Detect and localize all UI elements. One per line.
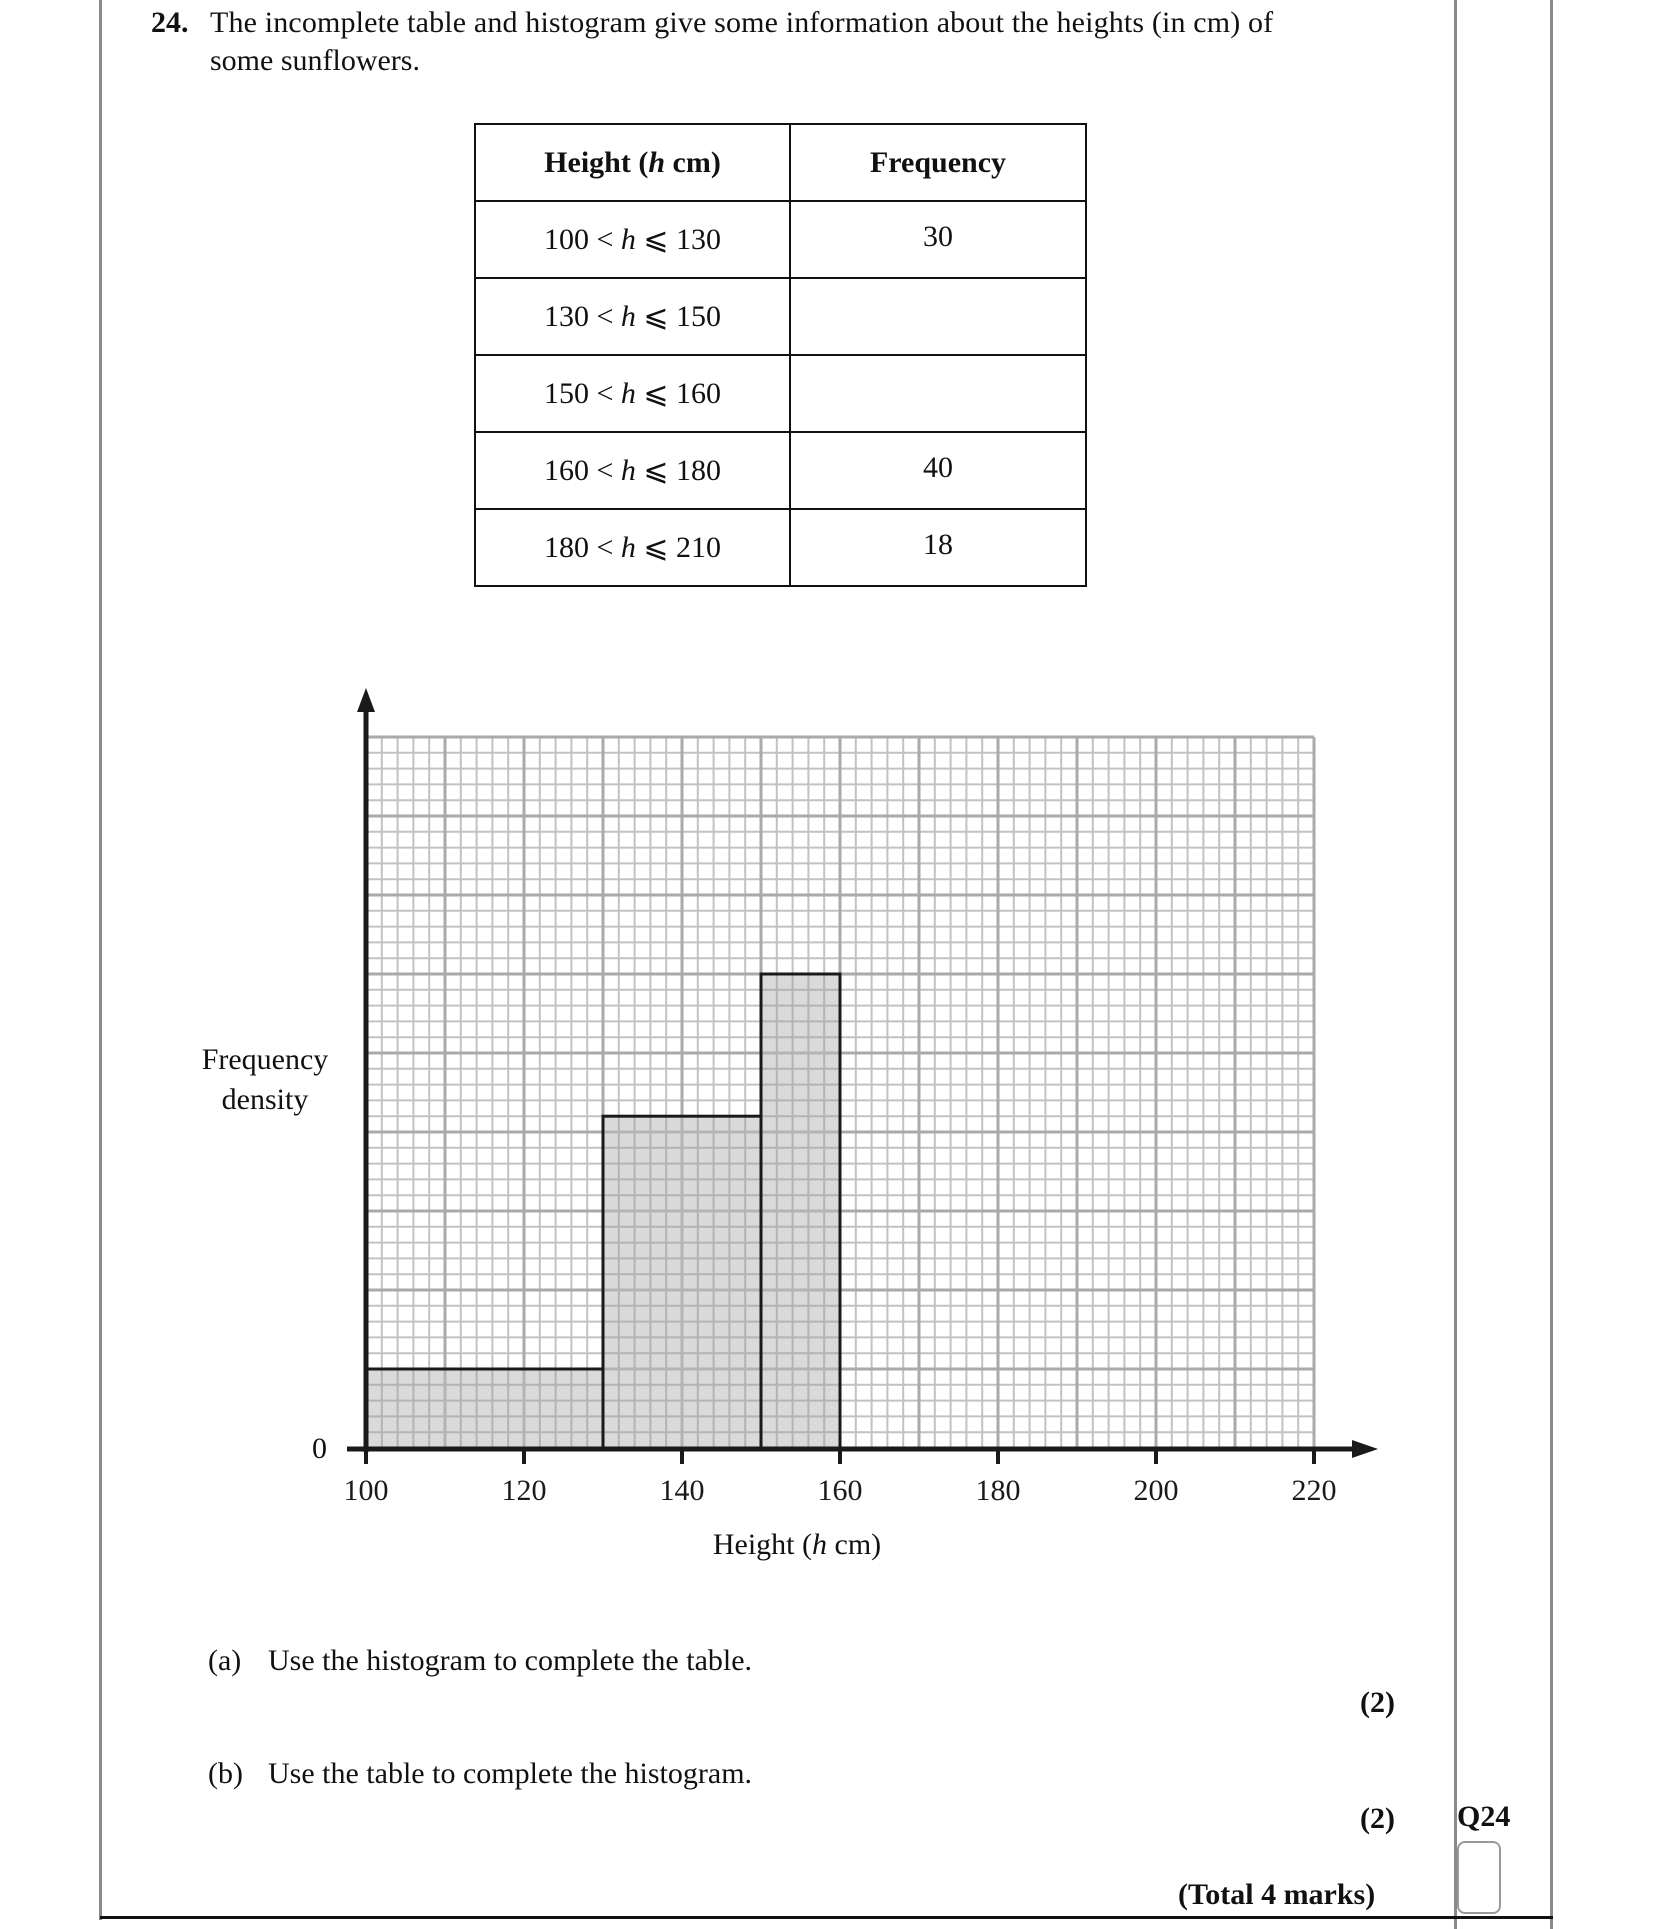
part-a-text: Use the histogram to complete the table. xyxy=(268,1644,753,1677)
question-text-line2: some sunflowers. xyxy=(210,44,420,77)
y-axis-label-line2: density xyxy=(221,1083,309,1116)
x-tick-label: 220 xyxy=(1291,1474,1337,1507)
height-interval: 160 < h ⩽ 180 xyxy=(475,432,790,509)
height-interval: 100 < h ⩽ 130 xyxy=(475,201,790,278)
y-axis-arrow-icon xyxy=(357,688,375,712)
total-marks: (Total 4 marks) xyxy=(1178,1878,1376,1911)
frequency-cell[interactable]: 40 xyxy=(790,432,1086,509)
part-b xyxy=(208,1757,752,1791)
x-tick-label: 120 xyxy=(501,1474,547,1507)
x-tick-labels xyxy=(344,1474,1337,1507)
part-a-marks: (2) xyxy=(1360,1686,1395,1719)
header-frequency: Frequency xyxy=(790,124,1086,201)
x-axis-arrow-icon xyxy=(1352,1440,1378,1458)
x-tick-label: 160 xyxy=(817,1474,863,1507)
part-b-text: Use the table to complete the histogram. xyxy=(268,1757,753,1790)
part-a xyxy=(208,1644,752,1678)
question-text-line1: The incomplete table and histogram give some information about the heights (in cm) of xyxy=(210,6,1274,39)
frequency-cell[interactable]: 18 xyxy=(790,509,1086,586)
frequency-cell[interactable]: 30 xyxy=(790,201,1086,278)
question-number: 24. xyxy=(151,6,189,39)
x-tick-label: 180 xyxy=(975,1474,1021,1507)
y-axis-label xyxy=(180,1040,350,1120)
origin-label: 0 xyxy=(312,1432,327,1465)
height-interval: 130 < h ⩽ 150 xyxy=(475,278,790,355)
x-tick-label: 100 xyxy=(343,1474,389,1507)
y-axis-label-line1: Frequency xyxy=(201,1043,329,1076)
mark-box[interactable] xyxy=(1457,1841,1501,1914)
x-axis-label: Height (h cm) xyxy=(712,1528,882,1561)
height-interval: 150 < h ⩽ 160 xyxy=(475,355,790,432)
height-interval: 180 < h ⩽ 210 xyxy=(475,509,790,586)
x-tick-label: 140 xyxy=(659,1474,705,1507)
margin-question-label: Q24 xyxy=(1457,1800,1511,1833)
part-b-marks: (2) xyxy=(1360,1802,1395,1835)
header-height: Height (h cm) xyxy=(475,124,790,201)
part-a-label: (a) xyxy=(208,1644,242,1677)
histogram-bar xyxy=(366,1369,603,1448)
part-b-label: (b) xyxy=(208,1757,243,1790)
x-tick-label: 200 xyxy=(1133,1474,1179,1507)
